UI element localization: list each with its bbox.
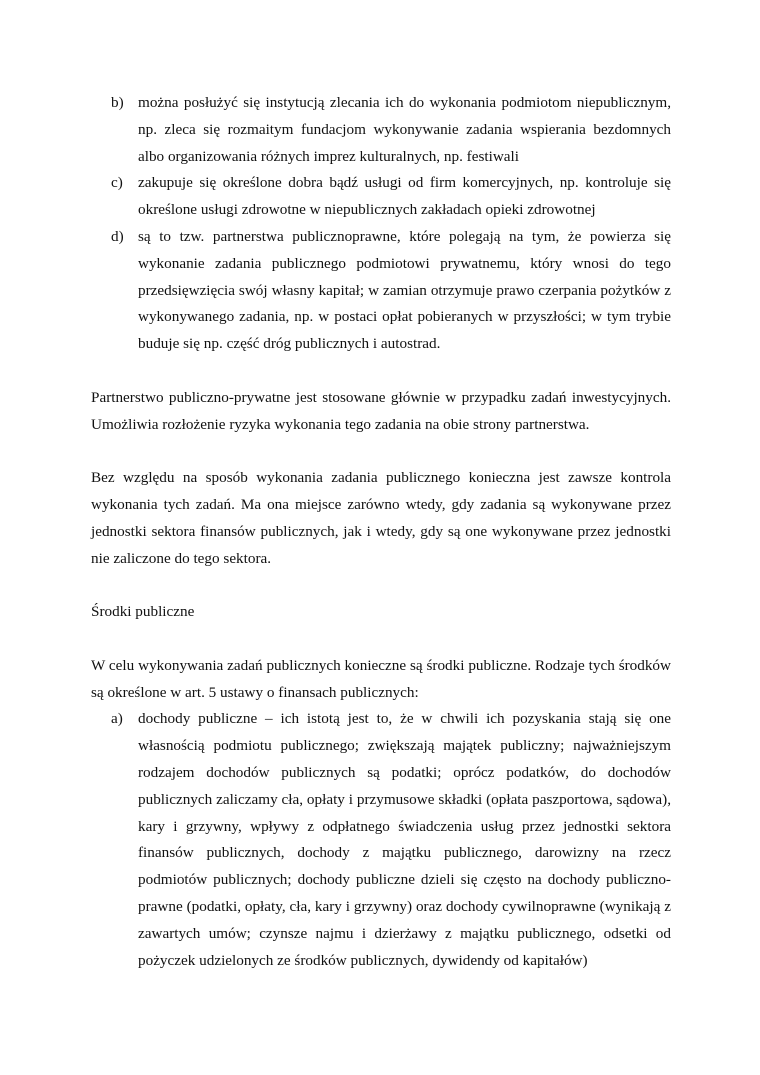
list-methods — [91, 90, 671, 358]
section-heading: Środki publiczne — [91, 603, 195, 621]
list-marker: a) — [111, 710, 123, 728]
list-item — [91, 706, 671, 974]
list-marker: b) — [111, 94, 124, 111]
list-item-text: są to tzw. partnerstwa publicznoprawne, które polegają na tym, że powierza się wykonanie zadania publicznego podmiotowi prywatnemu, który wnosi do tego przedsięwzięcia swój własny kapitał; w zamian otrzymuje prawo czerpania pożytków z wykonywanego zadania, np. w postaci opłat pobieranych w przyszłości; w tym trybie buduje się np. część dróg publicznych i autostrad. — [138, 227, 671, 353]
list-marker: d) — [111, 227, 124, 245]
list-item — [91, 170, 671, 224]
paragraph-intro: W celu wykonywania zadań publicznych konieczne są środki publiczne. Rodzaje tych środków są określone w art. 5 ustawy o finansach publicznych: — [91, 656, 671, 701]
list-item-text: dochody publiczne – ich istotą jest to, że w chwili ich pozyskania stają się one własnością podmiotu publicznego; zwiększają majątek publiczny; najważniejszym rodzajem dochodów publicznych są podatki; oprócz podatków, do dochodów publicznych zaliczamy cła, opłaty i przymusowe składki (opłata paszportowa, sądowa), kary i grzywny, wpływy z odpłatnego świadczenia usług przez jednostki sektora finansów publicznych, dochody z majątku publicznego, darowizny na rzecz podmiotów publicznych; dochody publiczne dzieli się często na dochody publiczno-prawne (podatki, opłaty, cła, kary i grzywny) oraz dochody cywilnoprawne (wynikają z zawartych umów; czynsze najmu i dzierżawy z majątku publicznego, odsetki od pożyczek udzielonych ze środków publicznych, dywidendy od kapitałów) — [138, 710, 671, 969]
list-marker: c) — [111, 174, 123, 192]
document-page — [91, 90, 671, 974]
paragraph-ppp: Partnerstwo publiczno-prywatne jest stosowane głównie w przypadku zadań inwestycyjnych. Umożliwia rozłożenie ryzyka wykonania tego zadania na obie strony partnerstwa. — [91, 388, 671, 433]
paragraph-control: Bez względu na sposób wykonania zadania publicznego konieczna jest zawsze kontrola wykonania tych zadań. Ma ona miejsce zarówno wtedy, gdy zadania są wykonywane przez jednostki sektora finansów publicznych, jak i wtedy, gdy są one wykonywane przez jednostki nie zaliczone do tego sektora. — [91, 469, 671, 567]
list-public-funds — [91, 706, 671, 974]
list-item-text: można posłużyć się instytucją zlecania ich do wykonania podmiotom niepublicznym, np. zleca się rozmaitym fundacjom wykonywanie zadania wspierania bezdomnych albo organizowania różnych imprez kulturalnych, np. festiwali — [138, 94, 671, 165]
list-item — [91, 224, 671, 358]
list-item — [91, 90, 671, 170]
list-item-text: zakupuje się określone dobra bądź usługi od firm komercyjnych, np. kontroluje się określone usługi zdrowotne w niepublicznych zakładach opieki zdrowotnej — [138, 174, 671, 219]
